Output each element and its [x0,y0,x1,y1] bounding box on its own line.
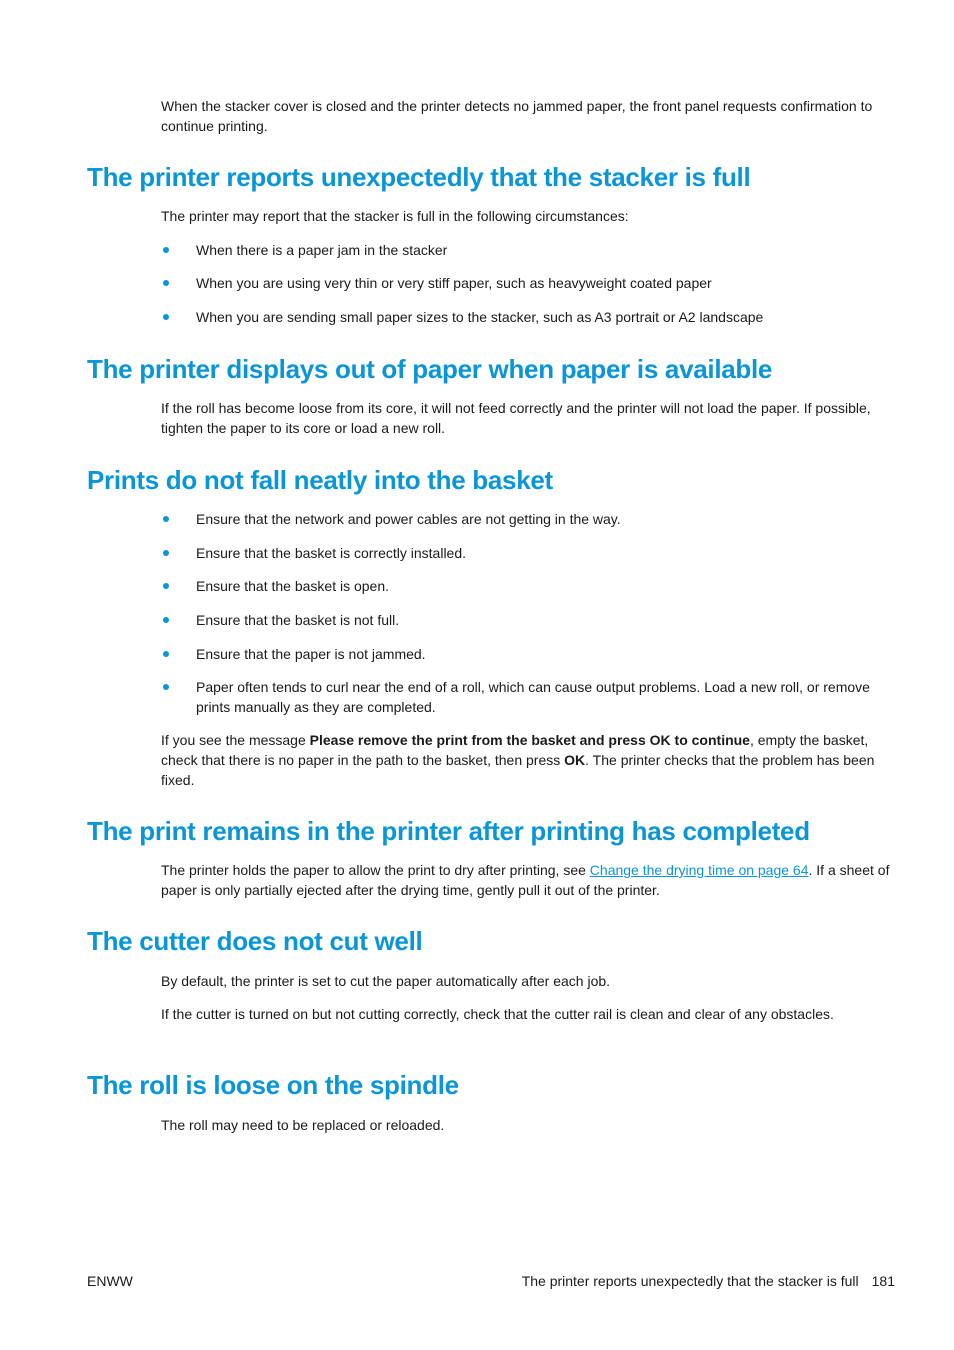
roll-loose-paragraph: The roll may need to be replaced or reloaded. [161,1117,445,1133]
note-text: . The printer checks that the problem has been fixed. [161,752,875,788]
heading-stacker-full: The printer reports unexpectedly that the stacker is full [87,162,751,192]
ok-key-text: OK [564,752,586,768]
message-text: Please remove the print from the basket and press OK to continue [309,732,750,748]
paragraph-text: . If a sheet of paper is only partially ejected after the drying time, gently pull it out of the printer. [161,862,890,898]
list-item [161,677,891,717]
list-item [161,509,891,529]
note-text: If you see the message [161,732,310,748]
heading-print-remains: The print remains in the printer after printing has completed [87,816,810,846]
bullet-icon [163,651,169,657]
heading-out-of-paper: The printer displays out of paper when paper is available [87,354,773,384]
cutter-paragraph-2: If the cutter is turned on but not cutting correctly, check that the cutter rail is clean and clear of any obstacles. [161,1006,834,1022]
footer-right [522,1271,895,1291]
list-item [161,576,891,596]
list-item-text: Ensure that the basket is not full. [196,612,400,628]
page-number: 181 [871,1273,895,1289]
stacker-full-lead: The printer may report that the stacker is full in the following circumstances: [161,208,629,224]
list-item-text: When you are sending small paper sizes to the stacker, such as A3 portrait or A2 landscape [196,309,764,325]
footer-left: ENWW [87,1273,133,1289]
list-item-text: When you are using very thin or very stiff paper, such as heavyweight coated paper [196,275,712,291]
cutter-paragraph-1: By default, the printer is set to cut the paper automatically after each job. [161,973,611,989]
basket-note-paragraph [161,730,891,790]
bullet-icon [163,314,169,320]
out-of-paper-paragraph: If the roll has become loose from its core, it will not feed correctly and the printer will not load the paper. If possible, tighten the paper to its core or load a new roll. [161,400,871,436]
list-item [161,543,891,563]
list-item [161,307,891,327]
list-item-text: Ensure that the network and power cables are not getting in the way. [196,511,621,527]
list-item-text: Ensure that the paper is not jammed. [196,646,426,662]
bullet-icon [163,247,169,253]
footer-section-title: The printer reports unexpectedly that the stacker is full [521,1273,859,1289]
list-item [161,240,891,260]
bullet-icon [163,583,169,589]
list-item-text: Ensure that the basket is correctly installed. [196,545,467,561]
intro-paragraph: When the stacker cover is closed and the printer detects no jammed paper, the front panel requests confirmation to continue printing. [161,98,873,134]
list-item [161,644,891,664]
drying-time-link[interactable]: Change the drying time on page 64 [589,862,809,878]
bullet-icon [163,617,169,623]
list-item-text: Ensure that the basket is open. [196,578,390,594]
list-item [161,273,891,293]
list-item [161,610,891,630]
bullet-icon [163,516,169,522]
print-remains-paragraph [161,860,891,900]
heading-basket: Prints do not fall neatly into the basket [87,465,553,495]
heading-roll-loose: The roll is loose on the spindle [87,1070,459,1100]
bullet-icon [163,550,169,556]
list-item-text: Paper often tends to curl near the end of a roll, which can cause output problems. Load a new roll, or remove prints manually as they are completed. [196,679,870,715]
note-text: , empty the basket, check that there is no paper in the path to the basket, then press [161,732,869,768]
list-item-text: When there is a paper jam in the stacker [196,242,448,258]
heading-cutter: The cutter does not cut well [87,926,423,956]
paragraph-text: The printer holds the paper to allow the print to dry after printing, see [161,862,590,878]
bullet-icon [163,280,169,286]
bullet-icon [163,684,169,690]
